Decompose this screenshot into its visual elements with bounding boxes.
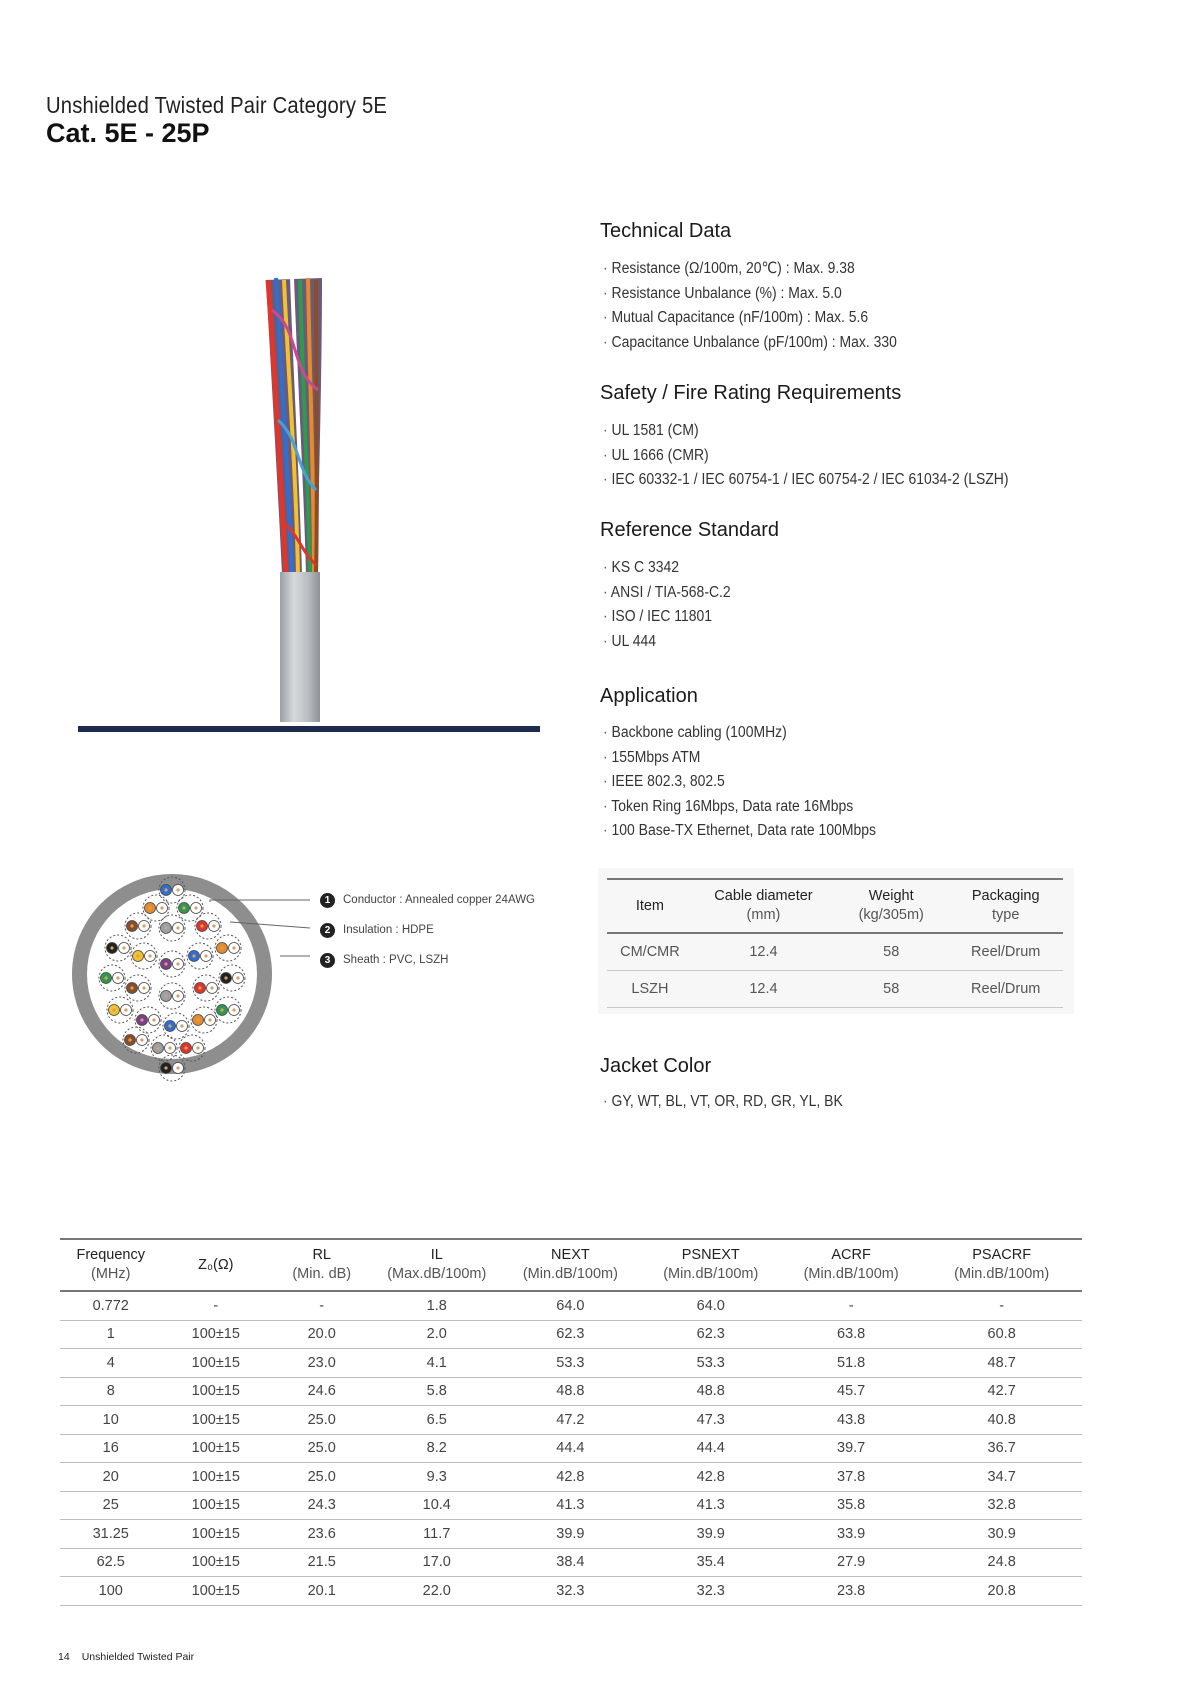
column-header: PSNEXT (Min.dB/100m) bbox=[641, 1239, 781, 1291]
table-cell: 37.8 bbox=[781, 1463, 921, 1492]
table-row bbox=[60, 1491, 1082, 1520]
table-cell: 27.9 bbox=[781, 1548, 921, 1577]
list-item: · Backbone cabling (100MHz) bbox=[603, 721, 876, 746]
page-footer bbox=[58, 1651, 194, 1663]
table-cell: - bbox=[270, 1291, 373, 1320]
table-cell: 34.7 bbox=[921, 1463, 1082, 1492]
legend-number-badge: 1 bbox=[320, 893, 335, 908]
table-cell: 30.9 bbox=[921, 1520, 1082, 1549]
table-cell: 4 bbox=[60, 1349, 161, 1378]
table-cell: Reel/Drum bbox=[948, 971, 1063, 1008]
table-row bbox=[60, 1406, 1082, 1435]
table-cell: 11.7 bbox=[373, 1520, 500, 1549]
table-header-row bbox=[60, 1239, 1082, 1291]
list-item: · IEEE 802.3, 802.5 bbox=[603, 770, 876, 795]
legend-item-conductor bbox=[320, 893, 535, 923]
column-header: Packaging type bbox=[948, 879, 1063, 933]
page-number: 14 bbox=[58, 1651, 70, 1663]
table-row bbox=[60, 1320, 1082, 1349]
table-cell: 24.6 bbox=[270, 1377, 373, 1406]
legend-text: Sheath : PVC, LSZH bbox=[343, 954, 449, 966]
table-cell: 8 bbox=[60, 1377, 161, 1406]
table-cell: 23.0 bbox=[270, 1349, 373, 1378]
table-cell: 39.7 bbox=[781, 1434, 921, 1463]
table-cell: 17.0 bbox=[373, 1548, 500, 1577]
table-cell: - bbox=[921, 1291, 1082, 1320]
table-cell: 100±15 bbox=[161, 1320, 270, 1349]
safety-heading: Safety / Fire Rating Requirements bbox=[600, 382, 902, 404]
table-cell: 51.8 bbox=[781, 1349, 921, 1378]
table-cell: 32.8 bbox=[921, 1491, 1082, 1520]
table-row bbox=[60, 1434, 1082, 1463]
list-item: · 100 Base-TX Ethernet, Data rate 100Mbps bbox=[603, 819, 876, 844]
table-cell: - bbox=[781, 1291, 921, 1320]
table-cell: 40.8 bbox=[921, 1406, 1082, 1435]
table-cell: 12.4 bbox=[693, 971, 834, 1008]
safety-list bbox=[603, 419, 1054, 493]
table-cell: - bbox=[161, 1291, 270, 1320]
column-header: Weight (kg/305m) bbox=[834, 879, 948, 933]
column-header: Frequency (MHz) bbox=[60, 1239, 161, 1291]
table-cell: 41.3 bbox=[500, 1491, 640, 1520]
table-cell: Reel/Drum bbox=[948, 933, 1063, 971]
table-cell: 100±15 bbox=[161, 1377, 270, 1406]
table-row bbox=[60, 1577, 1082, 1606]
cable-photo bbox=[150, 270, 450, 722]
column-header: Cable diameter (mm) bbox=[693, 879, 834, 933]
table-cell: 44.4 bbox=[641, 1434, 781, 1463]
column-header: ACRF (Min.dB/100m) bbox=[781, 1239, 921, 1291]
reference-heading: Reference Standard bbox=[600, 519, 780, 541]
application-heading: Application bbox=[600, 685, 698, 707]
list-item: · UL 444 bbox=[603, 630, 731, 655]
table-cell: 42.8 bbox=[641, 1463, 781, 1492]
table-cell: 100±15 bbox=[161, 1434, 270, 1463]
column-header: RL (Min. dB) bbox=[270, 1239, 373, 1291]
table-cell: 63.8 bbox=[781, 1320, 921, 1349]
list-item: · Resistance (Ω/100m, 20℃) : Max. 9.38 bbox=[603, 257, 897, 282]
table-cell: 48.8 bbox=[641, 1377, 781, 1406]
table-cell: 33.9 bbox=[781, 1520, 921, 1549]
legend-text: Insulation : HDPE bbox=[343, 924, 434, 936]
table-cell: 31.25 bbox=[60, 1520, 161, 1549]
list-item: · UL 1581 (CM) bbox=[603, 419, 1009, 444]
application-list bbox=[603, 721, 906, 844]
list-item: · Mutual Capacitance (nF/100m) : Max. 5.6 bbox=[603, 306, 897, 331]
table-cell: 100±15 bbox=[161, 1463, 270, 1492]
table-cell: 32.3 bbox=[500, 1577, 640, 1606]
table-cell: 42.8 bbox=[500, 1463, 640, 1492]
table-cell: 23.8 bbox=[781, 1577, 921, 1606]
table-row bbox=[607, 933, 1063, 971]
table-cell: 4.1 bbox=[373, 1349, 500, 1378]
footer-text: Unshielded Twisted Pair bbox=[81, 1651, 195, 1663]
table-cell: 0.772 bbox=[60, 1291, 161, 1320]
table-cell: 35.8 bbox=[781, 1491, 921, 1520]
column-header: Item bbox=[607, 879, 693, 933]
table-cell: 20.8 bbox=[921, 1577, 1082, 1606]
table-cell: 21.5 bbox=[270, 1548, 373, 1577]
column-header: IL (Max.dB/100m) bbox=[373, 1239, 500, 1291]
legend bbox=[320, 893, 535, 983]
list-item: · GY, WT, BL, VT, OR, RD, GR, YL, BK bbox=[603, 1090, 843, 1115]
list-item: · ANSI / TIA-568-C.2 bbox=[603, 581, 731, 606]
table-cell: 24.3 bbox=[270, 1491, 373, 1520]
table-cell: 47.2 bbox=[500, 1406, 640, 1435]
list-item: · IEC 60332-1 / IEC 60754-1 / IEC 60754-2 / IEC 61034-2 (LSZH) bbox=[603, 468, 1009, 493]
list-item: · ISO / IEC 11801 bbox=[603, 605, 731, 630]
table-cell: 62.5 bbox=[60, 1548, 161, 1577]
table-cell: 6.5 bbox=[373, 1406, 500, 1435]
table-cell: 60.8 bbox=[921, 1320, 1082, 1349]
cable-wires bbox=[266, 278, 322, 575]
jacket-heading: Jacket Color bbox=[600, 1055, 712, 1077]
table-cell: 47.3 bbox=[641, 1406, 781, 1435]
list-item: · Resistance Unbalance (%) : Max. 5.0 bbox=[603, 282, 897, 307]
table-row bbox=[60, 1349, 1082, 1378]
leader-lines bbox=[200, 890, 320, 970]
table-cell: 58 bbox=[834, 971, 948, 1008]
table-row bbox=[60, 1463, 1082, 1492]
legend-item-insulation bbox=[320, 923, 535, 953]
table-cell: 53.3 bbox=[500, 1349, 640, 1378]
list-item: · 155Mbps ATM bbox=[603, 746, 876, 771]
table-cell: 100±15 bbox=[161, 1406, 270, 1435]
column-header: Z₀(Ω) bbox=[161, 1239, 270, 1291]
table-cell: 43.8 bbox=[781, 1406, 921, 1435]
table-cell: 58 bbox=[834, 933, 948, 971]
table-cell: 35.4 bbox=[641, 1548, 781, 1577]
table-cell: 1.8 bbox=[373, 1291, 500, 1320]
list-item: · Capacitance Unbalance (pF/100m) : Max. 330 bbox=[603, 331, 897, 356]
page-subtitle: Unshielded Twisted Pair Category 5E bbox=[46, 92, 388, 118]
list-item: · UL 1666 (CMR) bbox=[603, 444, 1009, 469]
cable-jacket bbox=[280, 572, 320, 722]
table-cell: 20.0 bbox=[270, 1320, 373, 1349]
table-cell: LSZH bbox=[607, 971, 693, 1008]
cable-base-line bbox=[78, 726, 540, 732]
technical-data-list bbox=[603, 257, 930, 355]
table-cell: 9.3 bbox=[373, 1463, 500, 1492]
legend-number-badge: 3 bbox=[320, 953, 335, 968]
table-cell: 45.7 bbox=[781, 1377, 921, 1406]
table-cell: 23.6 bbox=[270, 1520, 373, 1549]
table-cell: 25.0 bbox=[270, 1463, 373, 1492]
column-header: NEXT (Min.dB/100m) bbox=[500, 1239, 640, 1291]
table-cell: 39.9 bbox=[641, 1520, 781, 1549]
table-cell: 62.3 bbox=[500, 1320, 640, 1349]
legend-number-badge: 2 bbox=[320, 923, 335, 938]
table-cell: 100±15 bbox=[161, 1520, 270, 1549]
table-cell: 20.1 bbox=[270, 1577, 373, 1606]
table-cell: 62.3 bbox=[641, 1320, 781, 1349]
table-cell: 25.0 bbox=[270, 1406, 373, 1435]
table-cell: 36.7 bbox=[921, 1434, 1082, 1463]
list-item: · Token Ring 16Mbps, Data rate 16Mbps bbox=[603, 795, 876, 820]
table-cell: 24.8 bbox=[921, 1548, 1082, 1577]
table-cell: 41.3 bbox=[641, 1491, 781, 1520]
table-cell: 20 bbox=[60, 1463, 161, 1492]
list-item: · KS C 3342 bbox=[603, 556, 731, 581]
table-cell: 10.4 bbox=[373, 1491, 500, 1520]
table-cell: 2.0 bbox=[373, 1320, 500, 1349]
table-header-row bbox=[607, 879, 1063, 933]
table-cell: 44.4 bbox=[500, 1434, 640, 1463]
legend-text: Conductor : Annealed copper 24AWG bbox=[343, 894, 535, 906]
table-cell: 16 bbox=[60, 1434, 161, 1463]
table-cell: 100±15 bbox=[161, 1491, 270, 1520]
column-header: PSACRF (Min.dB/100m) bbox=[921, 1239, 1082, 1291]
table-cell: 39.9 bbox=[500, 1520, 640, 1549]
table-cell: 8.2 bbox=[373, 1434, 500, 1463]
table-cell: 38.4 bbox=[500, 1548, 640, 1577]
table-row bbox=[60, 1548, 1082, 1577]
table-cell: CM/CMR bbox=[607, 933, 693, 971]
table-cell: 48.8 bbox=[500, 1377, 640, 1406]
table-cell: 64.0 bbox=[500, 1291, 640, 1320]
legend-item-sheath bbox=[320, 953, 535, 983]
table-cell: 42.7 bbox=[921, 1377, 1082, 1406]
table-cell: 64.0 bbox=[641, 1291, 781, 1320]
table-row bbox=[607, 971, 1063, 1008]
reference-list bbox=[603, 556, 745, 654]
table-cell: 48.7 bbox=[921, 1349, 1082, 1378]
table-cell: 25.0 bbox=[270, 1434, 373, 1463]
table-cell: 100±15 bbox=[161, 1548, 270, 1577]
page-title: Cat. 5E - 25P bbox=[46, 118, 210, 148]
table-cell: 32.3 bbox=[641, 1577, 781, 1606]
table-cell: 100 bbox=[60, 1577, 161, 1606]
jacket-list bbox=[603, 1090, 869, 1115]
technical-data-heading: Technical Data bbox=[600, 220, 732, 242]
table-cell: 5.8 bbox=[373, 1377, 500, 1406]
table-row bbox=[60, 1377, 1082, 1406]
table-cell: 25 bbox=[60, 1491, 161, 1520]
table-cell: 100±15 bbox=[161, 1349, 270, 1378]
performance-table bbox=[60, 1238, 1082, 1606]
table-cell: 22.0 bbox=[373, 1577, 500, 1606]
table-cell: 53.3 bbox=[641, 1349, 781, 1378]
product-table bbox=[607, 878, 1063, 1008]
table-cell: 12.4 bbox=[693, 933, 834, 971]
table-cell: 1 bbox=[60, 1320, 161, 1349]
table-row bbox=[60, 1520, 1082, 1549]
table-row bbox=[60, 1291, 1082, 1320]
table-cell: 10 bbox=[60, 1406, 161, 1435]
table-cell: 100±15 bbox=[161, 1577, 270, 1606]
